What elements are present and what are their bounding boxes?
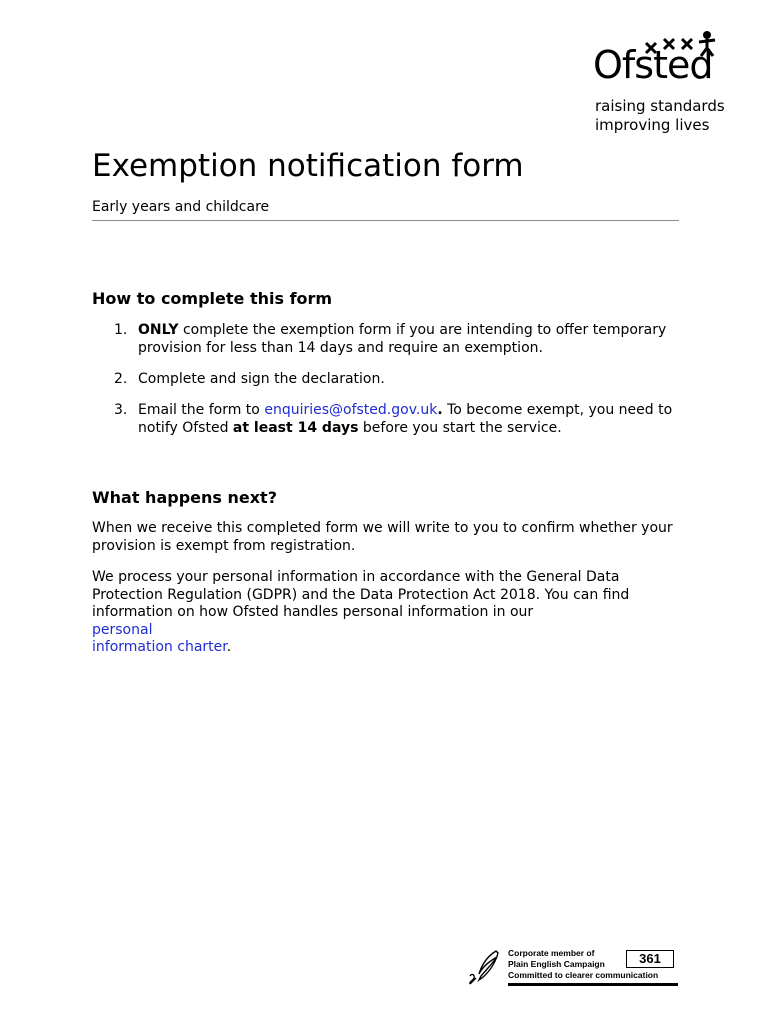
privacy-end: . xyxy=(226,639,232,655)
step-number: 1. xyxy=(114,322,128,338)
page-subtitle: Early years and childcare xyxy=(92,199,270,215)
ofsted-logo xyxy=(593,30,733,140)
list-item xyxy=(92,370,692,388)
logo-wordmark: Ofsted xyxy=(593,43,713,87)
plain-english-campaign-mark xyxy=(466,946,680,988)
list-item xyxy=(92,401,692,437)
section-heading-next: What happens next? xyxy=(92,488,277,507)
paragraph-privacy xyxy=(92,569,682,657)
campaign-line-3: Committed to clearer communication xyxy=(508,970,659,980)
steps-list xyxy=(92,321,692,450)
step-text-before: Email the form to xyxy=(138,402,265,418)
step-bold-phrase: at least 14 days xyxy=(232,420,359,436)
title-divider xyxy=(92,220,679,221)
campaign-line-1: Corporate member of xyxy=(508,948,595,958)
step-number: 2. xyxy=(114,371,128,387)
section-heading-how-to: How to complete this form xyxy=(92,289,333,308)
email-link[interactable]: enquiries@ofsted.gov.uk xyxy=(264,402,438,418)
campaign-line-2: Plain English Campaign xyxy=(508,959,605,969)
charter-link-line-1: personal xyxy=(92,621,153,638)
tagline-line-2: improving lives xyxy=(595,116,710,134)
page-title: Exemption notification form xyxy=(92,148,524,184)
personal-information-charter-link[interactable] xyxy=(92,622,227,656)
list-item xyxy=(92,321,692,357)
step-text-mid: To become exempt, you need to notify Ofsted xyxy=(138,402,673,436)
step-text-after: before you start the service. xyxy=(358,420,562,436)
charter-link-line-2: information charter xyxy=(92,639,227,655)
step-bold-period: . xyxy=(437,402,443,418)
step-text: complete the exemption form if you are intending to offer temporary provision for less than 14 days and require an exemption. xyxy=(138,322,667,356)
logo-tagline xyxy=(595,97,725,135)
privacy-text: We process your personal information in accordance with the General Data Protection Regulation (GDPR) and the Data Protection Act 2018. You can find information on how Ofsted handles personal information in our xyxy=(92,569,630,620)
quill-icon xyxy=(466,948,506,986)
member-number-badge: 361 xyxy=(626,950,674,968)
step-text: Complete and sign the declaration. xyxy=(138,371,385,387)
tagline-line-1: raising standards xyxy=(595,97,725,115)
paragraph-confirmation: When we receive this completed form we will write to you to confirm whether your provision is exempt from registration. xyxy=(92,520,673,554)
footer-bar xyxy=(508,983,678,986)
step-bold-lead: ONLY xyxy=(138,322,179,338)
step-number: 3. xyxy=(114,402,128,418)
